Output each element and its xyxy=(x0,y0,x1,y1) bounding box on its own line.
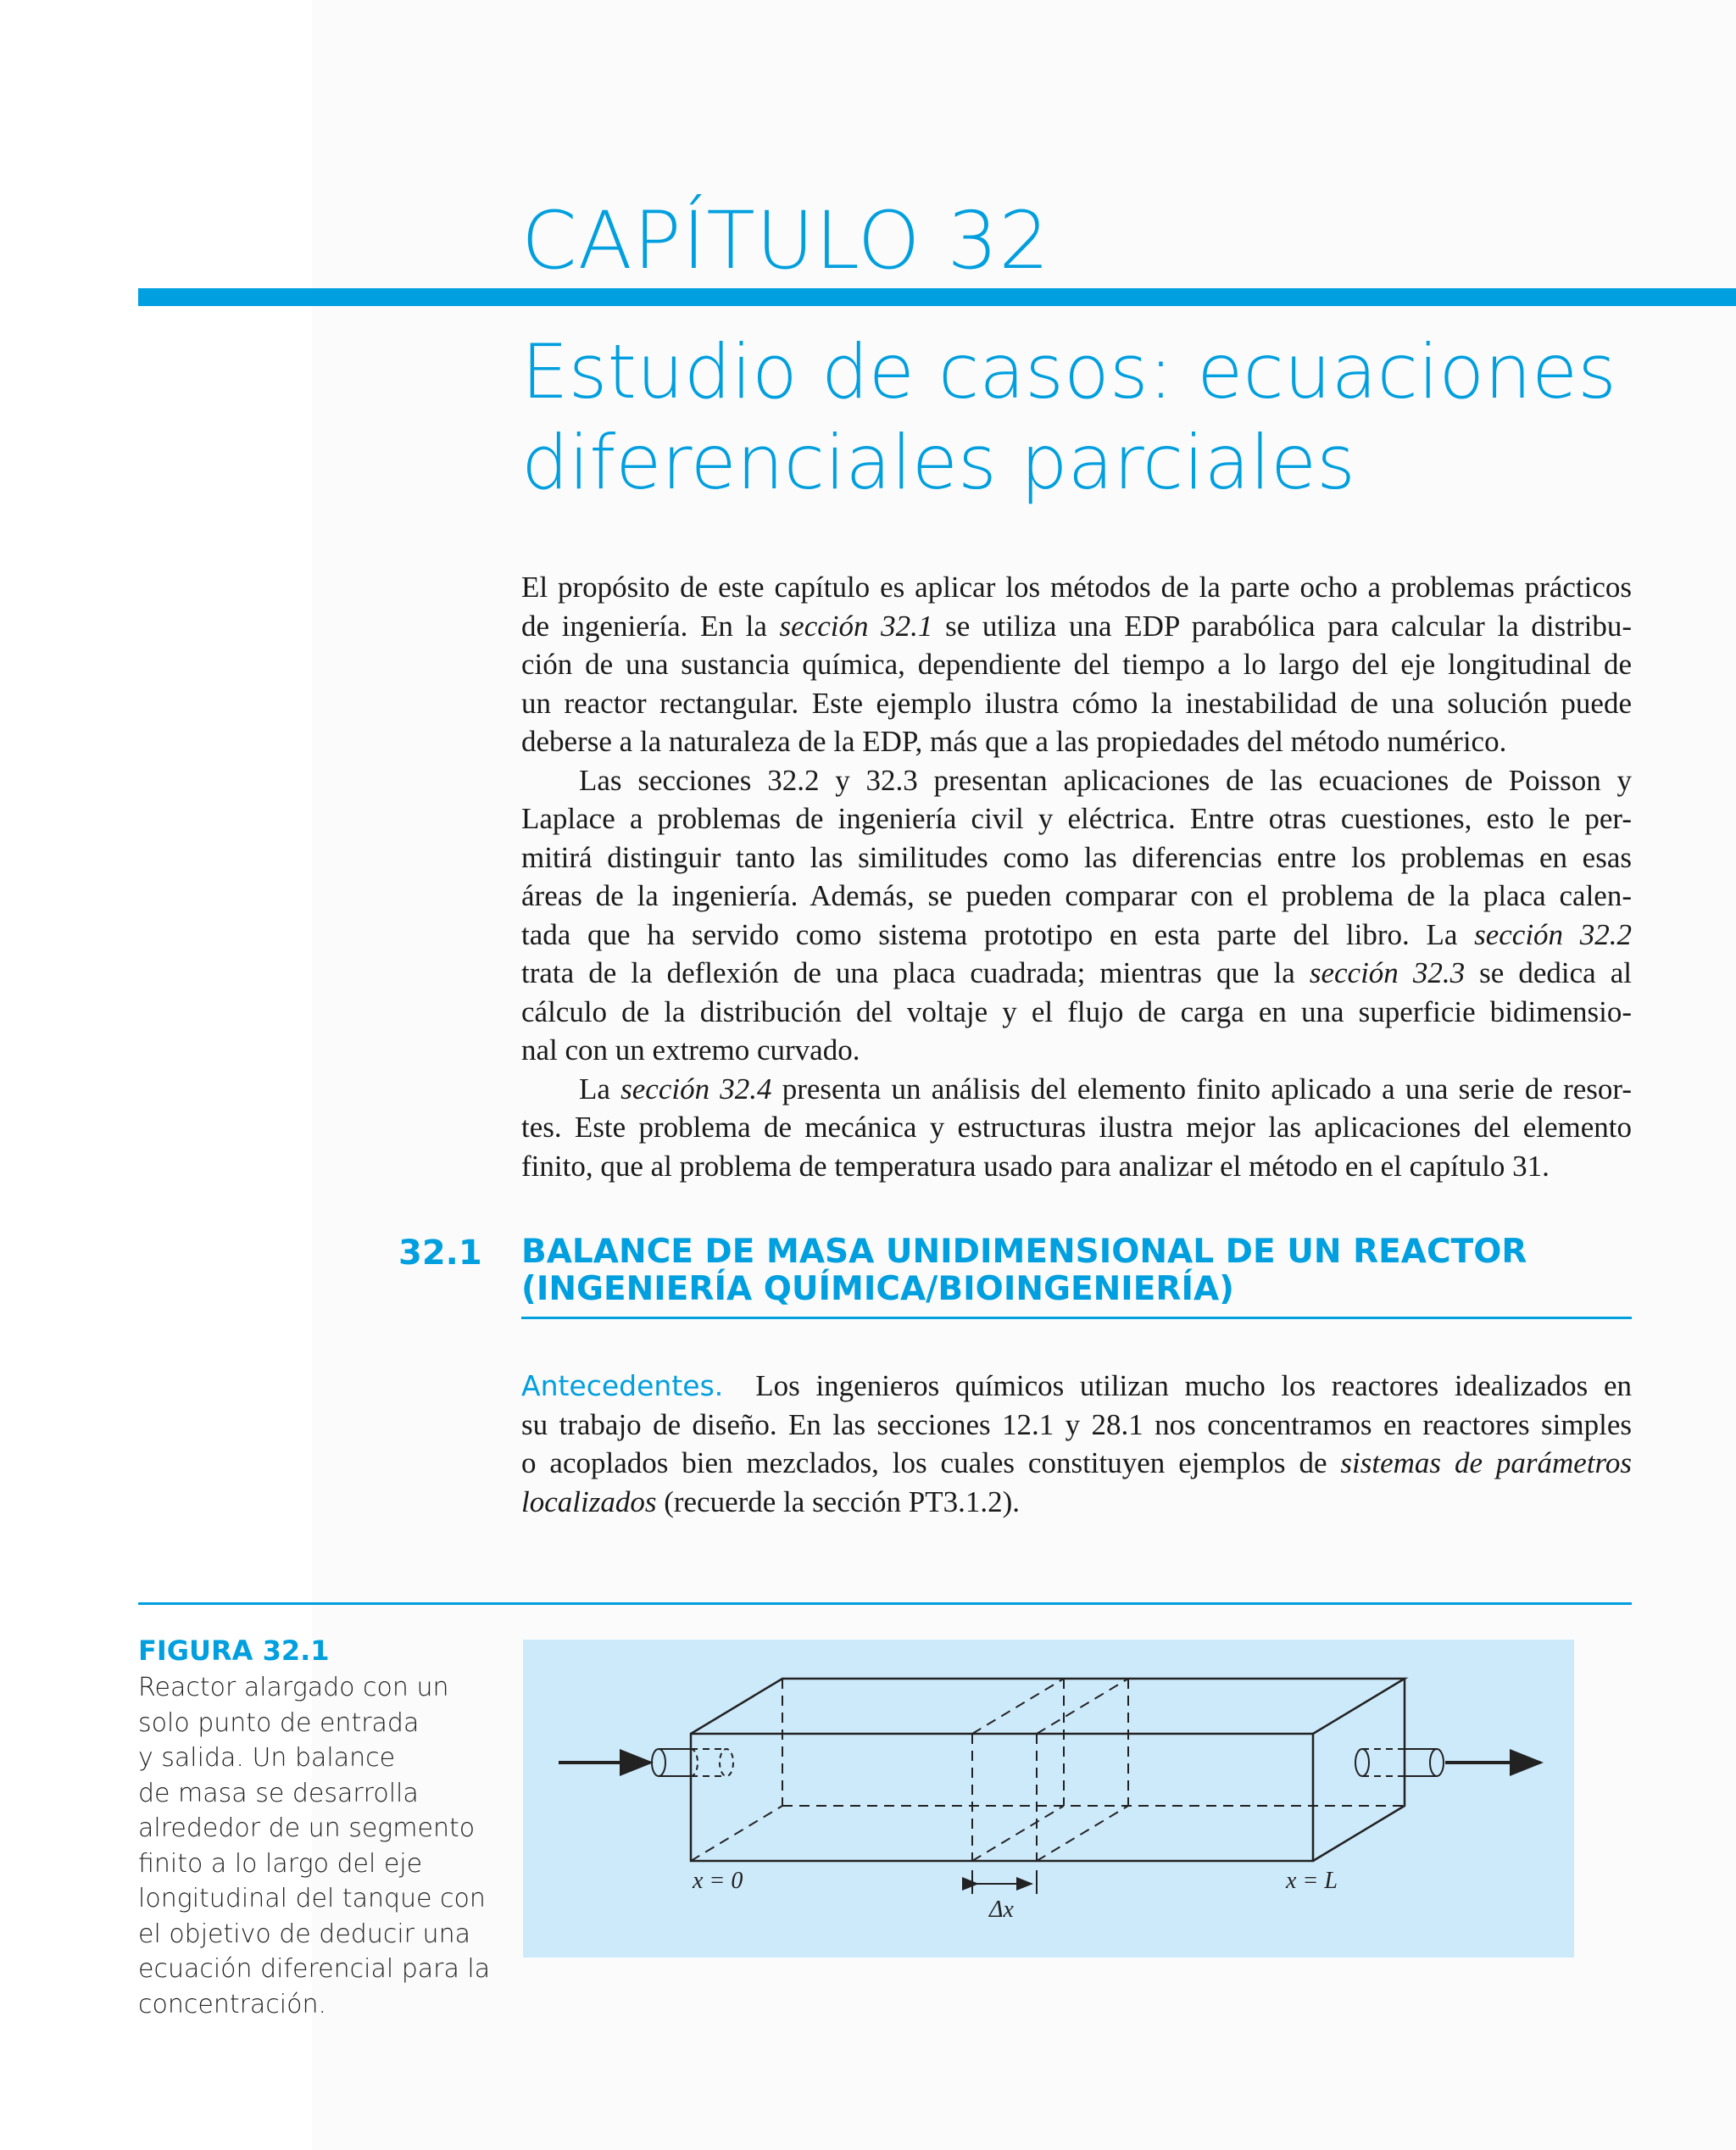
section-ref: sección 32.3 xyxy=(1309,956,1466,989)
control-volume-slice xyxy=(972,1679,1128,1861)
figure-label: FIGURA 32.1 xyxy=(138,1635,330,1667)
body-line: trata de la deflexión de una placa cuadrada; mientras que la sección 32.3 se dedica al xyxy=(521,956,1632,989)
section-rule xyxy=(521,1317,1632,1319)
caption-line: Reactor alargado con un xyxy=(138,1673,449,1702)
body-line: cálculo de la distribución del voltaje y el flujo de carga en una superficie bidimensio- xyxy=(521,994,1632,1028)
body-line: tes. Este problema de mecánica y estructuras ilustra mejor las aplicaciones del elemento xyxy=(521,1111,1632,1144)
chapter-title-line: Estudio de casos: ecuaciones xyxy=(521,328,1616,415)
section-title-line: BALANCE DE MASA UNIDIMENSIONAL DE UN REACTOR xyxy=(521,1233,1527,1271)
x0-label: x = 0 xyxy=(693,1868,743,1894)
hidden-edges xyxy=(691,1679,1405,1861)
caption-line: el objetivo de deducir una xyxy=(138,1919,470,1949)
section-ref: sección 32.2 xyxy=(1474,917,1632,951)
body-line: o acoplados bien mezclados, los cuales constituyen ejemplos de sistemas de parámetros xyxy=(521,1446,1632,1479)
body-line: mitirá distinguir tanto las similitudes como las diferencias entre los problemas en esas xyxy=(521,840,1632,874)
body-line: tada que ha servido como sistema prototipo en esta parte del libro. La sección 32.2 xyxy=(521,917,1632,951)
chapter-title-line: diferenciales parciales xyxy=(521,419,1355,506)
chapter-title xyxy=(521,326,1674,508)
caption-line: ecuación diferencial para la xyxy=(138,1954,491,1984)
outlet-pipe xyxy=(1355,1749,1444,1776)
reactor-top-face xyxy=(691,1679,1405,1734)
caption-line: y salida. Un balance xyxy=(138,1743,396,1773)
caption-line: longitudinal del tanque con xyxy=(138,1884,486,1913)
section-ref: sección 32.4 xyxy=(620,1072,772,1106)
body-line: Antecedentes. Los ingenieros químicos utilizan mucho los reactores idealizados en xyxy=(521,1369,1632,1402)
body-line: El propósito de este capítulo es aplicar los métodos de la parte ocho a problemas prácticos xyxy=(521,571,1632,604)
body-line: un reactor rectangular. Este ejemplo ilustra cómo la inestabilidad de una solución puede xyxy=(521,686,1632,720)
background-text xyxy=(521,1367,1632,1521)
body-line: finito, que al problema de temperatura usado para analizar el método en el capítulo 31. xyxy=(521,1149,1550,1183)
figure-caption xyxy=(138,1670,494,2022)
section-title-line: (INGENIERÍA QUÍMICA/BIOINGENIERÍA) xyxy=(521,1270,1234,1308)
body-line: nal con un extremo curvado. xyxy=(521,1033,860,1067)
dx-dimension xyxy=(972,1870,1037,1894)
body-line: de ingeniería. En la sección 32.1 se utiliza una EDP parabólica para calcular la distribu- xyxy=(521,609,1632,643)
reactor-diagram-svg xyxy=(523,1640,1574,1958)
body-line: su trabajo de diseño. En las secciones 12.1 y 28.1 nos concentramos en reactores simples xyxy=(521,1407,1632,1441)
caption-line: finito a lo largo del eje xyxy=(138,1848,423,1879)
body-line: Las secciones 32.2 y 32.3 presentan aplicaciones de las ecuaciones de Poisson y xyxy=(579,763,1632,797)
reactor-front-face xyxy=(691,1734,1313,1861)
chapter-rule xyxy=(138,288,1736,306)
section-title xyxy=(521,1234,1632,1308)
caption-line: alrededor de un segmento xyxy=(138,1813,476,1843)
chapter-label: CAPÍTULO 32 xyxy=(521,195,1051,287)
intro-text xyxy=(521,568,1632,1185)
body-line: La sección 32.4 presenta un análisis del elemento finito aplicado a una serie de resor- xyxy=(579,1072,1632,1106)
body-line: localizados (recuerde la sección PT3.1.2). xyxy=(521,1484,1021,1518)
body-line: áreas de la ingeniería. Además, se pueden comparar con el problema de la placa calen- xyxy=(521,879,1632,912)
reactor-diagram xyxy=(523,1640,1574,1958)
inlet-pipe xyxy=(652,1749,733,1776)
section-ref: sección 32.1 xyxy=(779,609,933,643)
body-line: deberse a la naturaleza de la EDP, más que a las propiedades del método numérico. xyxy=(521,725,1507,758)
body-line: ción de una sustancia química, dependiente del tiempo a lo largo del eje longitudinal de xyxy=(521,648,1632,681)
dx-label: Δx xyxy=(989,1897,1014,1923)
reactor-box xyxy=(691,1679,1405,1861)
section-number: 32.1 xyxy=(398,1234,482,1273)
caption-line: solo punto de entrada xyxy=(138,1707,420,1738)
caption-line: de masa se desarrolla xyxy=(138,1778,419,1808)
xL-label: x = L xyxy=(1286,1868,1338,1894)
body-line: Laplace a problemas de ingeniería civil y eléctrica. Entre otras cuestiones, esto le per- xyxy=(521,802,1632,835)
figure-rule xyxy=(138,1602,1632,1605)
caption-line: concentración. xyxy=(138,1989,327,2019)
background-lead: Antecedentes. xyxy=(521,1369,724,1402)
